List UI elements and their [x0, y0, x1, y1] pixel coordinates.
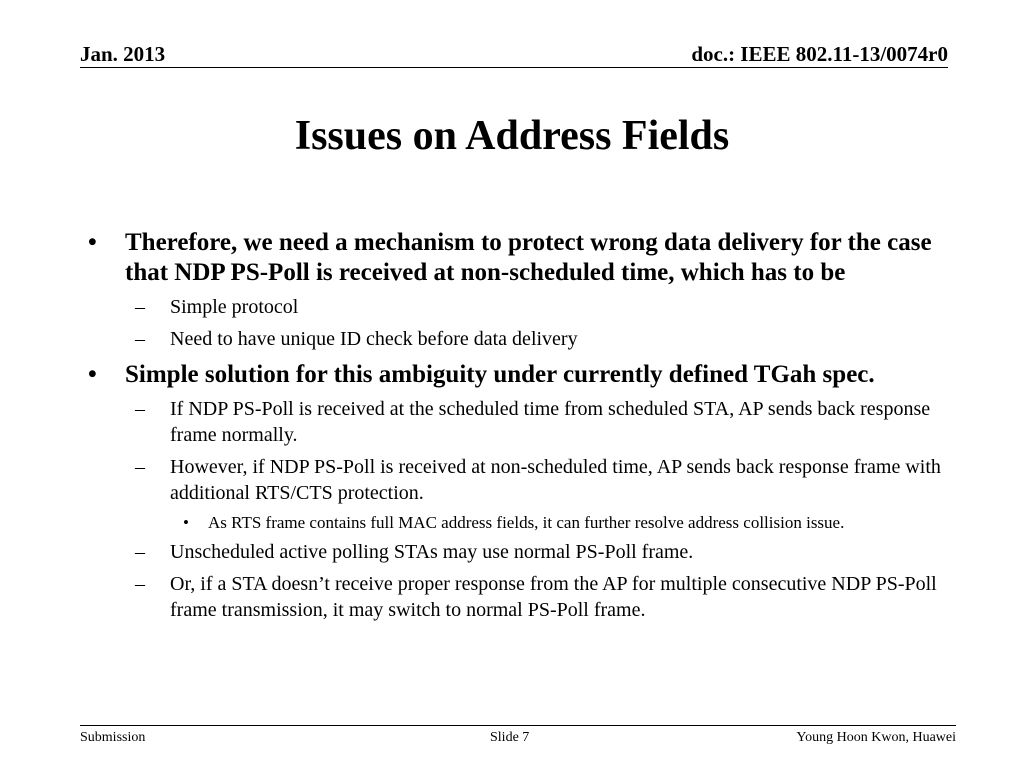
sub-bullet-2-1 — [135, 396, 978, 448]
sub-bullet-2-4 — [135, 571, 978, 623]
sub-bullet-2-3 — [135, 539, 978, 565]
footer-slide-number: Slide 7 — [490, 730, 530, 745]
sub-bullet-1-2 — [135, 326, 978, 352]
sub-bullet-1-2-text: Need to have unique ID check before data delivery — [170, 328, 578, 350]
dash-marker: – — [135, 328, 145, 350]
footer-submission: Submission — [80, 730, 146, 745]
bullet-2 — [88, 360, 978, 390]
bullet-marker: • — [88, 361, 97, 388]
footer-divider — [80, 725, 956, 726]
slide-title: Issues on Address Fields — [294, 113, 730, 159]
dash-marker: – — [135, 541, 145, 563]
sub-sub-bullet-2-2-1 — [183, 512, 978, 533]
sub-bullet-2-4-text: Or, if a STA doesn’t receive proper response from the AP for multiple consecutive NDP PS-Poll frame transmission, it may switch to normal PS-Poll frame. — [170, 573, 937, 621]
sub-sub-bullet-2-2-1-text: As RTS frame contains full MAC address fields, it can further resolve address collision issue. — [208, 513, 845, 532]
sub-bullet-1-1-text: Simple protocol — [170, 296, 299, 318]
bullet-2-text: Simple solution for this ambiguity under currently defined TGah spec. — [125, 361, 875, 388]
sub-bullet-2-2-text: However, if NDP PS-Poll is received at non-scheduled time, AP sends back response frame with additional RTS/CTS protection. — [170, 456, 941, 504]
bullet-marker: • — [183, 513, 189, 532]
sub-bullet-2-3-text: Unscheduled active polling STAs may use normal PS-Poll frame. — [170, 541, 694, 563]
header-doc-id: doc.: IEEE 802.11-13/0074r0 — [691, 42, 948, 66]
dash-marker: – — [135, 398, 145, 420]
header-divider — [80, 67, 948, 68]
header-date: Jan. 2013 — [80, 42, 166, 66]
dash-marker: – — [135, 296, 145, 318]
sub-bullet-1-1 — [135, 294, 978, 320]
dash-marker: – — [135, 573, 145, 595]
sub-bullet-2-1-text: If NDP PS-Poll is received at the scheduled time from scheduled STA, AP sends back response frame normally. — [170, 398, 931, 446]
slide-content — [88, 228, 978, 629]
sub-bullet-2-2 — [135, 454, 978, 506]
footer-author: Young Hoon Kwon, Huawei — [796, 730, 956, 745]
dash-marker: – — [135, 456, 145, 478]
bullet-1-text: Therefore, we need a mechanism to protect wrong data delivery for the case that NDP PS-Poll is received at non-scheduled time, which has to be — [125, 229, 932, 286]
bullet-1 — [88, 228, 978, 288]
bullet-marker: • — [88, 229, 97, 256]
